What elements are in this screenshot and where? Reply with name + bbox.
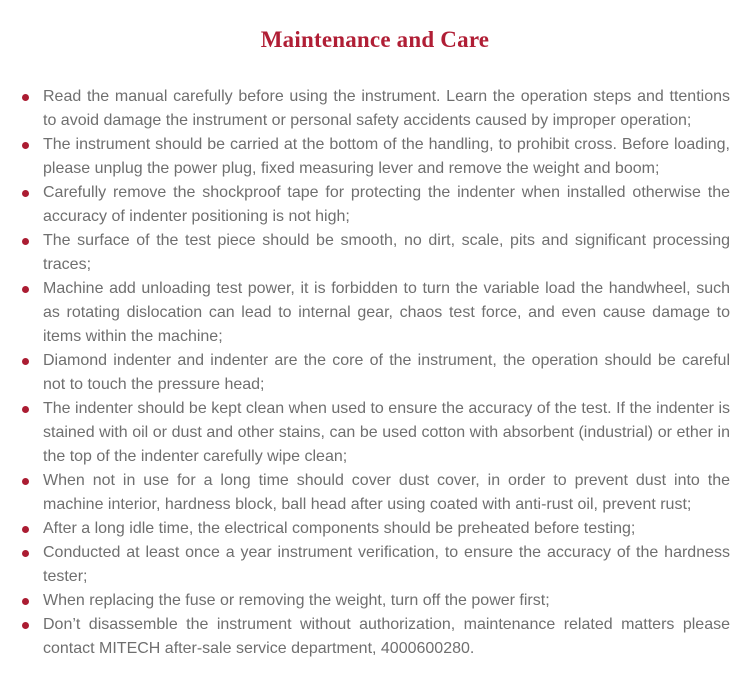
list-item — [20, 517, 730, 541]
bullet-icon — [22, 142, 29, 149]
list-item — [20, 397, 730, 469]
bullet-icon — [22, 286, 29, 293]
list-item-text: After a long idle time, the electrical components should be preheated before testing; — [43, 520, 636, 537]
list-item — [20, 349, 730, 397]
bullet-icon — [22, 550, 29, 557]
list-item-text: Don’t disassemble the instrument without authorization, maintenance related matters please contact MITECH after-sale service department, 4000600280. — [43, 616, 730, 657]
list-item-text: The indenter should be kept clean when used to ensure the accuracy of the test. If the indenter is stained with oil or dust and other stains, can be used cotton with absorbent (industrial) or ether in the top of the indenter carefully wipe clean; — [43, 400, 730, 465]
bullet-icon — [22, 406, 29, 413]
list-item — [20, 469, 730, 517]
list-item-text: Carefully remove the shockproof tape for protecting the indenter when installed otherwise the accuracy of indenter positioning is not high; — [43, 184, 730, 225]
list-item — [20, 589, 730, 613]
list-item-text: The instrument should be carried at the bottom of the handling, to prohibit cross. Before loading, please unplug the power plug, fixed measuring lever and remove the weight and boom; — [43, 136, 730, 177]
list-item — [20, 85, 730, 133]
list-item-text: When replacing the fuse or removing the weight, turn off the power first; — [43, 592, 550, 609]
list-item-text: Machine add unloading test power, it is forbidden to turn the variable load the handwheel, such as rotating dislocation can lead to internal gear, chaos test force, and even cause damage to items within the machine; — [43, 280, 730, 345]
list-item — [20, 229, 730, 277]
list-item-text: Read the manual carefully before using the instrument. Learn the operation steps and ttentions to avoid damage the instrument or personal safety accidents caused by improper operation; — [43, 88, 730, 129]
bullet-icon — [22, 238, 29, 245]
list-item — [20, 277, 730, 349]
list-item — [20, 613, 730, 661]
bullet-icon — [22, 598, 29, 605]
list-item-text: The surface of the test piece should be smooth, no dirt, scale, pits and significant processing traces; — [43, 232, 730, 273]
bullet-icon — [22, 478, 29, 485]
bullet-icon — [22, 94, 29, 101]
list-item-text: When not in use for a long time should cover dust cover, in order to prevent dust into the machine interior, hardness block, ball head after using coated with anti-rust oil, prevent rust; — [43, 472, 730, 513]
list-item — [20, 133, 730, 181]
maintenance-list — [20, 85, 730, 661]
bullet-icon — [22, 622, 29, 629]
bullet-icon — [22, 358, 29, 365]
bullet-icon — [22, 526, 29, 533]
list-item — [20, 541, 730, 589]
bullet-icon — [22, 190, 29, 197]
list-item — [20, 181, 730, 229]
page-title: Maintenance and Care — [260, 27, 490, 52]
list-item-text: Conducted at least once a year instrument verification, to ensure the accuracy of the hardness tester; — [43, 544, 730, 585]
list-item-text: Diamond indenter and indenter are the core of the instrument, the operation should be careful not to touch the pressure head; — [43, 352, 730, 393]
